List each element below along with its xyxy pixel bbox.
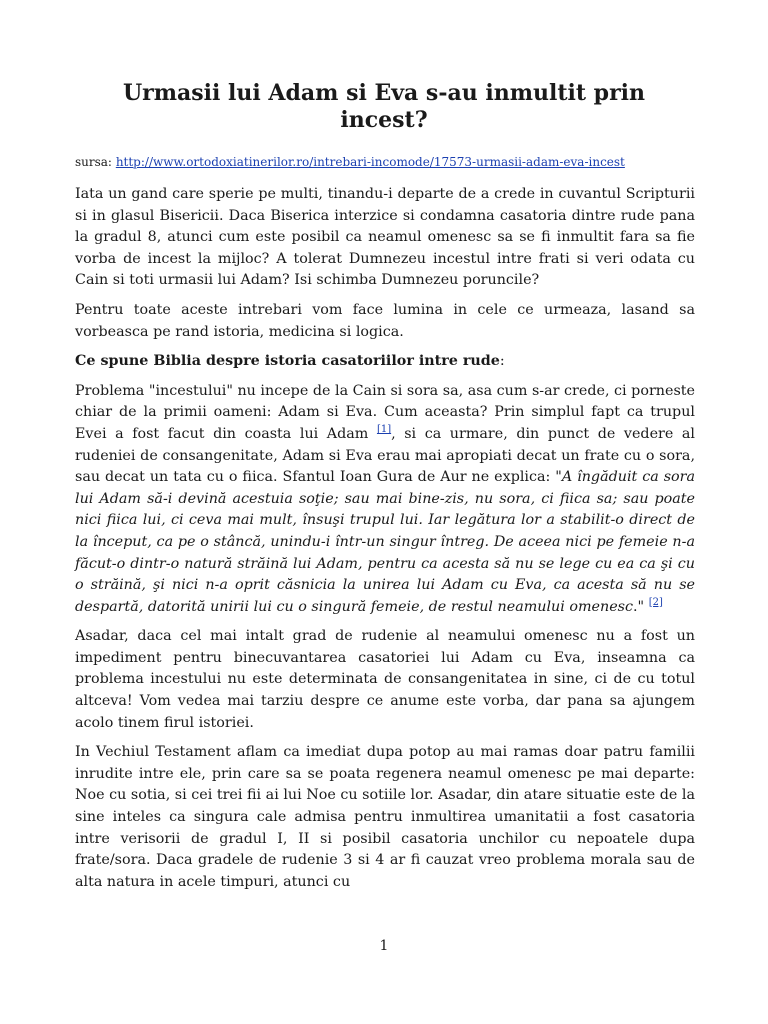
paragraph-consanguinity: Asadar, daca cel mai intalt grad de rudenie al neamului omenesc nu a fost un impediment pentru binecuvantarea casatoriei lui Adam cu Eva, inseamna ca problema incestului nu este determinata de consangenitatea in sine, ci de cu totul altceva! Vom vedea mai tarziu despre ce anume este vorba, dar pana sa ajungem acolo tinem firul istoriei. (75, 628, 695, 731)
source-line (75, 154, 695, 170)
section-heading-colon: : (499, 353, 505, 370)
paragraph-purpose: Pentru toate aceste intrebari vom face lumina in cele ce urmeaza, lasand sa vorbeasca pe rand istoria, medicina si logica. (75, 301, 695, 340)
source-link[interactable]: http://www.ortodoxiatinerilor.ro/intrebari-incomode/17573-urmasii-adam-eva-incest (115, 155, 625, 169)
paragraph-adam-eva-start: Problema "incestului" nu incepe de la Cain si sora sa, asa cum s-ar crede, ci porneste chiar de la primii oameni: Adam si Eva. Cum aceasta? Prin simplul fapt ca trupul Evei a fost facut din coasta lui Adam (75, 382, 695, 442)
paragraph-intro: Iata un gand care sperie pe multi, tinandu-i departe de a crede in cuvantul Scripturii si in glasul Bisericii. Daca Biserica interzice si condamna casatoria dintre rude pana la gradul 8, atunci cum este posibil ca neamul omenesc sa se fi inmultit fara sa fie vorba de incest la mijloc? A tolerat Dumnezeu incestul intre frati si veri odata cu Cain si toti urmasii lui Adam? Isi schimba Dumnezeu poruncile? (75, 186, 695, 289)
footnote-link-1[interactable]: [1] (376, 424, 392, 436)
article-body (75, 184, 695, 901)
paragraph-adam-eva-end: ." (633, 598, 649, 615)
footnote-link-2[interactable]: [2] (648, 596, 663, 608)
page-number: 1 (379, 938, 389, 954)
section-heading (75, 351, 695, 373)
section-heading-text: Ce spune Biblia despre istoria casatoriilor intre rude (75, 353, 500, 370)
footnote-ref-2[interactable] (649, 597, 663, 608)
paragraph-adam-eva (75, 381, 695, 619)
paragraph-old-testament: In Vechiul Testament aflam ca imediat dupa potop au mai ramas doar patru familii inrudite intre ele, prin care sa se poata regenera neamul omenesc pe mai departe: Noe cu sotia, si cei trei fii ai lui Noe cu sotiile lor. Asadar, din atare situatie este de la sine inteles ca singura cale admisa pentru inmultirea umanitatii a fost casatoria intre verisorii de gradul I, II si posibil casatoria unchilor cu nepoatele dupa frate/sora. Daca gradele de rudenie 3 si 4 ar fi cauzat vreo problema morala sau de alta natura in acele timpuri, atunci cu (75, 744, 695, 890)
chrysostom-quote: A îngăduit ca sora lui Adam să-i devină acestuia soţie; sau mai bine-zis, nu sora, ci fiica sa; sau poate nici fiica lui, ci ceva mai mult, însuşi trupul lui. Iar legătura lor a stabilit-o direct de la început, ca pe o stâncă, unindu-i într-un singur întreg. De aceea nici pe femeie n-a făcut-o dintr-o natură străină lui Adam, pentru ca acesta să nu se lege cu ea ca şi cu o străină, şi nici n-a oprit căsnicia la unirea lui Adam cu Eva, ca acesta să nu se despartă, datorită unirii lui cu o singură femeie, de restul neamului omenesc (75, 469, 696, 615)
document-title: Urmasii lui Adam si Eva s-au inmultit prin incest? (122, 80, 646, 133)
paragraph-adam-eva-mid: , si ca urmare, din punct de vedere al rudeniei de consangenitate, Adam si Eva erau mai apropiati decat un frate cu o sora, sau decat un tata cu o fiica. Sfantul Ioan Gura de Aur ne explica: " (75, 425, 695, 486)
footnote-ref-1[interactable] (377, 424, 391, 435)
source-label: sursa: (75, 155, 112, 169)
